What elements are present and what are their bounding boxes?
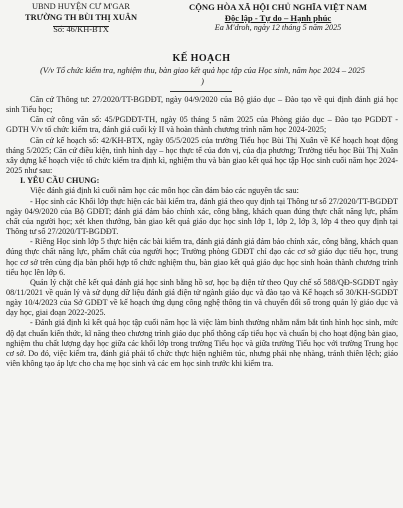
district-name: UBND HUYỆN CƯ M'GAR — [31, 2, 131, 11]
country-name: CỘNG HÒA XÃ HỘI CHỦ NGHĨA VIỆT NAM — [188, 2, 368, 12]
document-header — [0, 0, 403, 50]
paragraph: - Học sinh các Khối lớp thực hiện các bài kiểm tra, đánh giá theo quy định tại Thông tư số 27/2020/TT-BGDĐT ngày 04/9/2020 của Bộ GDĐT; đánh giá đảm bảo chính xác, công bằng, khách quan đúng thực chất năng lực, phẩm chất của người học; xét khen thưởng, bàn giao kết quả giáo dục học sinh lớp 1, lớp 2, lớp 3, lớp 4 theo quy định tại Thông tư số 27/2020/TT-BGDĐT. — [6, 196, 398, 237]
header-divider-left — [53, 26, 109, 27]
paragraph: Căn cứ công văn số: 45/PGDĐT-TH, ngày 05 tháng 5 năm 2025 của Phòng giáo dục – Đào tạo PGDĐT - GDTH V/v tổ chức kiểm tra, đánh giá cuối kỳ II và hoàn thành chương trình năm học 2024-2025; — [6, 115, 398, 135]
school-name: TRƯỜNG TH BÙI THỊ XUÂN — [25, 12, 137, 22]
document-subtitle: (V/v Tổ chức kiểm tra, nghiệm thu, bàn giao kết quả học tập của Học sinh, năm học 2024 – 2025 ) — [40, 66, 365, 86]
section-heading: I. YÊU CẦU CHUNG: — [20, 176, 100, 186]
paragraph: Việc đánh giá định kì cuối năm học các môn học cần đảm bảo các nguyên tắc sau: — [30, 186, 299, 196]
place-date: Ea M'droh, ngày 12 tháng 5 năm 2025 — [214, 23, 342, 32]
issuing-organization — [6, 2, 156, 36]
document-body — [6, 95, 398, 369]
paragraph: Căn cứ kế hoạch số: 42/KH-BTX, ngày 05/5/2025 của trường Tiểu học Bùi Thị Xuân về Kế hoạch hoạt động tháng 5/2025; Căn cứ điều kiện, tình hình dạy – học thực tế của đơn vị, của địa phương; Trường tiểu học Bùi Thị Xuân xây dựng kế hoạch việc tổ chức kiểm tra định kì, nghiệm thu và bàn giao kết quả học tập Học sinh cuối năm học 2024-2025 như sau: — [6, 135, 398, 176]
paragraph: Căn cứ Thông tư: 27/2020/TT-BGDĐT, ngày 04/9/2020 của Bộ giáo dục – Đào tạo về qui định đánh giá học sinh Tiểu học; — [6, 95, 398, 115]
national-motto: Độc lập - Tự do – Hạnh phúc — [224, 12, 332, 23]
paragraph: Quản lý chặt chẽ kết quả đánh giá học sinh bằng hồ sơ, học bạ điện tử theo Quy chế số 588/QĐ-SGDĐT ngày 08/11/2021 về quản lý và sử dụng dữ liệu đánh giá điện tử ngành giáo dục và đào tạo và Kế hoạch số 30/KH-SGDĐT ngày 10/4/2023 của Sở GDĐT về kế hoạch ứng dụng công nghệ thông tin và chuyển đổi số trong quản lý giáo dục và dạy học, giai đoạn 2022-2025. — [6, 277, 398, 318]
paragraph: - Riêng Học sinh lớp 5 thực hiện các bài kiểm tra, đánh giá đánh giá đảm bảo chính xác, công bằng, khách quan đúng thực chất năng lực, phẩm chất của người học; Trường phòng GDĐT chỉ đạo các cơ sở giáo dục tiểu học, trung học cơ sở trên cùng địa bàn phối hợp tổ chức nghiệm thu, bàn giao kết quả giáo dục học sinh hoàn thành chương trình tiểu học lên lớp 6. — [6, 237, 398, 277]
document-title: KẾ HOẠCH — [172, 53, 231, 64]
national-header — [158, 2, 398, 34]
paragraph: - Đánh giá định kì kết quả học tập cuối năm học là việc làm bình thường nhằm nắm bắt tình hình học sinh, mức độ đạt chuẩn kiến thức, kĩ năng theo chương trình giáo dục phổ thông cấp tiểu học và chuẩn bị cho hoạt động bàn giao, nghiệm thu chất lượng dạy học giữa các khối lớp trong trường Tiểu học và giữa trường Tiểu học với trường Trung học cơ sở. Do đó, việc kiểm tra, đánh giá phải tổ chức thực hiện nghiêm túc, nhưng phải nhẹ nhàng, tránh thiên lệch; giáo viên không tạo áp lực cho cha mẹ học sinh và các em học sinh trước khi kiểm tra. — [6, 318, 398, 369]
subtitle-divider — [170, 91, 232, 92]
document-number: Số: 46/KH-BTX — [53, 25, 109, 34]
